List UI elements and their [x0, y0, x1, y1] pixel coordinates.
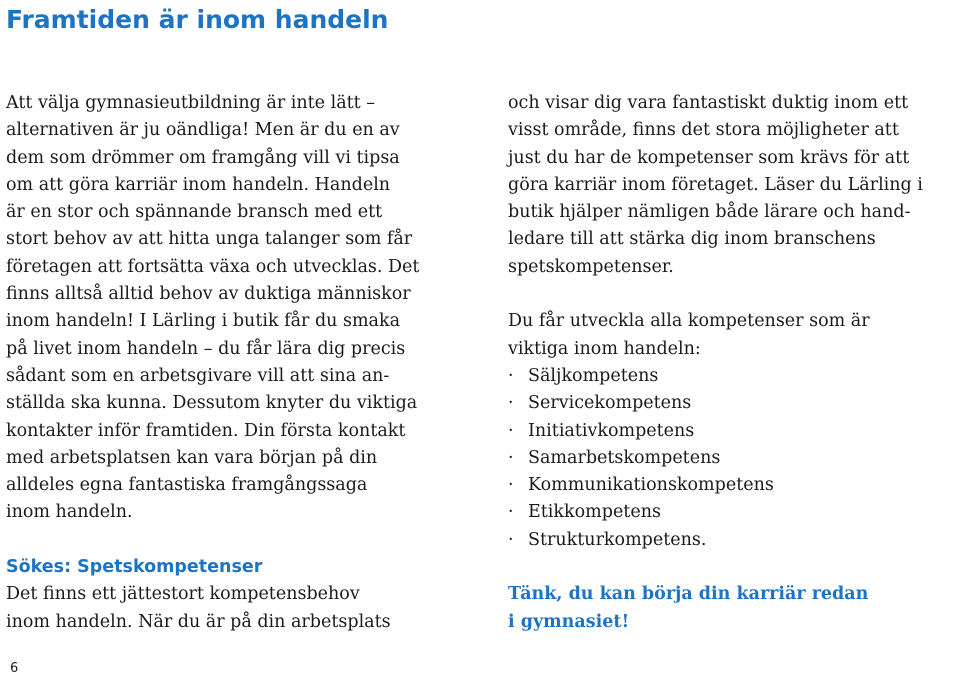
list-item-label: Etikkompetens — [528, 502, 661, 523]
list-item-label: Servicekompetens — [528, 393, 692, 414]
text-line: är en stor och spännande bransch med ett — [6, 202, 383, 223]
competence-list — [508, 363, 953, 554]
section-subheading: Sökes: Spetskompetenser — [6, 557, 263, 578]
bullet-marker: · — [508, 365, 514, 386]
paragraph-gap — [6, 527, 476, 554]
text-line: spetskompetenser. — [508, 256, 674, 277]
text-line: finns alltså alltid behov av duktiga människor — [6, 284, 411, 305]
list-item — [508, 390, 953, 417]
list-item — [508, 363, 953, 390]
text-line: stort behov av att hitta unga talanger som får — [6, 229, 413, 250]
list-item — [508, 472, 953, 499]
list-item — [508, 418, 953, 445]
text-line: butik hjälper nämligen både lärare och hand- — [508, 202, 911, 223]
list-item-label: Kommunikationskompetens — [528, 475, 774, 496]
text-line: sådant som en arbetsgivare vill att sina an- — [6, 365, 390, 386]
text-line: just du har de kompetenser som krävs för att — [508, 147, 910, 168]
text-line: visst område, finns det stora möjligheter att — [508, 120, 899, 141]
text-line: Tänk, du kan börja din karriär redan — [508, 584, 869, 605]
text-line: och visar dig vara fantastiskt duktig inom ett — [508, 93, 909, 113]
subsection-paragraph — [6, 581, 476, 636]
text-line: företagen att fortsätta växa och utvecklas. Det — [6, 256, 420, 277]
text-line: inom handeln. — [6, 502, 133, 523]
bullet-marker: · — [508, 393, 514, 414]
continued-paragraph — [508, 90, 953, 281]
text-line: kontakter inför framtiden. Din första kontakt — [6, 420, 406, 441]
bullet-marker: · — [508, 529, 514, 550]
page-title: Framtiden är inom handeln — [6, 5, 389, 34]
list-item-label: Säljkompetens — [528, 365, 659, 386]
intro-paragraph — [6, 90, 476, 527]
text-line: dem som drömmer om framgång vill vi tipsa — [6, 147, 400, 168]
text-line: göra karriär inom företaget. Läser du Lärling i — [508, 174, 923, 195]
text-line: alternativen är ju oändliga! Men är du en av — [6, 120, 400, 141]
bullet-marker: · — [508, 502, 514, 523]
list-item — [508, 499, 953, 526]
text-line: om att göra karriär inom handeln. Handeln — [6, 174, 391, 195]
text-line: Du får utveckla alla kompetenser som är — [508, 311, 870, 332]
page-number: 6 — [10, 661, 19, 676]
list-intro — [508, 308, 953, 363]
right-column — [508, 90, 953, 636]
left-column — [6, 90, 476, 636]
list-item — [508, 445, 953, 472]
text-line: alldeles egna fantastiska framgångssaga — [6, 475, 368, 496]
list-item-label: Initiativkompetens — [528, 420, 695, 441]
paragraph-gap — [508, 554, 953, 581]
text-line: inom handeln! I Lärling i butik får du smaka — [6, 311, 401, 332]
bullet-marker: · — [508, 447, 514, 468]
text-line: ledare till att stärka dig inom branschens — [508, 229, 876, 250]
bullet-marker: · — [508, 420, 514, 441]
list-item-label: Samarbetskompetens — [528, 447, 721, 468]
bullet-marker: · — [508, 475, 514, 496]
text-line: med arbetsplatsen kan vara början på din — [6, 447, 378, 468]
list-item-label: Strukturkompetens. — [528, 529, 707, 550]
text-line: ställda ska kunna. Dessutom knyter du viktiga — [6, 393, 418, 414]
text-line: inom handeln. När du är på din arbetsplats — [6, 611, 391, 632]
paragraph-gap — [508, 281, 953, 308]
list-item — [508, 527, 953, 554]
text-line: i gymnasiet! — [508, 611, 630, 632]
callout-text — [508, 581, 953, 636]
text-line: Att välja gymnasieutbildning är inte lätt – — [6, 93, 376, 113]
text-line: viktiga inom handeln: — [508, 338, 701, 359]
text-line: Det finns ett jättestort kompetensbehov — [6, 584, 360, 605]
text-line: på livet inom handeln – du får lära dig precis — [6, 338, 406, 359]
